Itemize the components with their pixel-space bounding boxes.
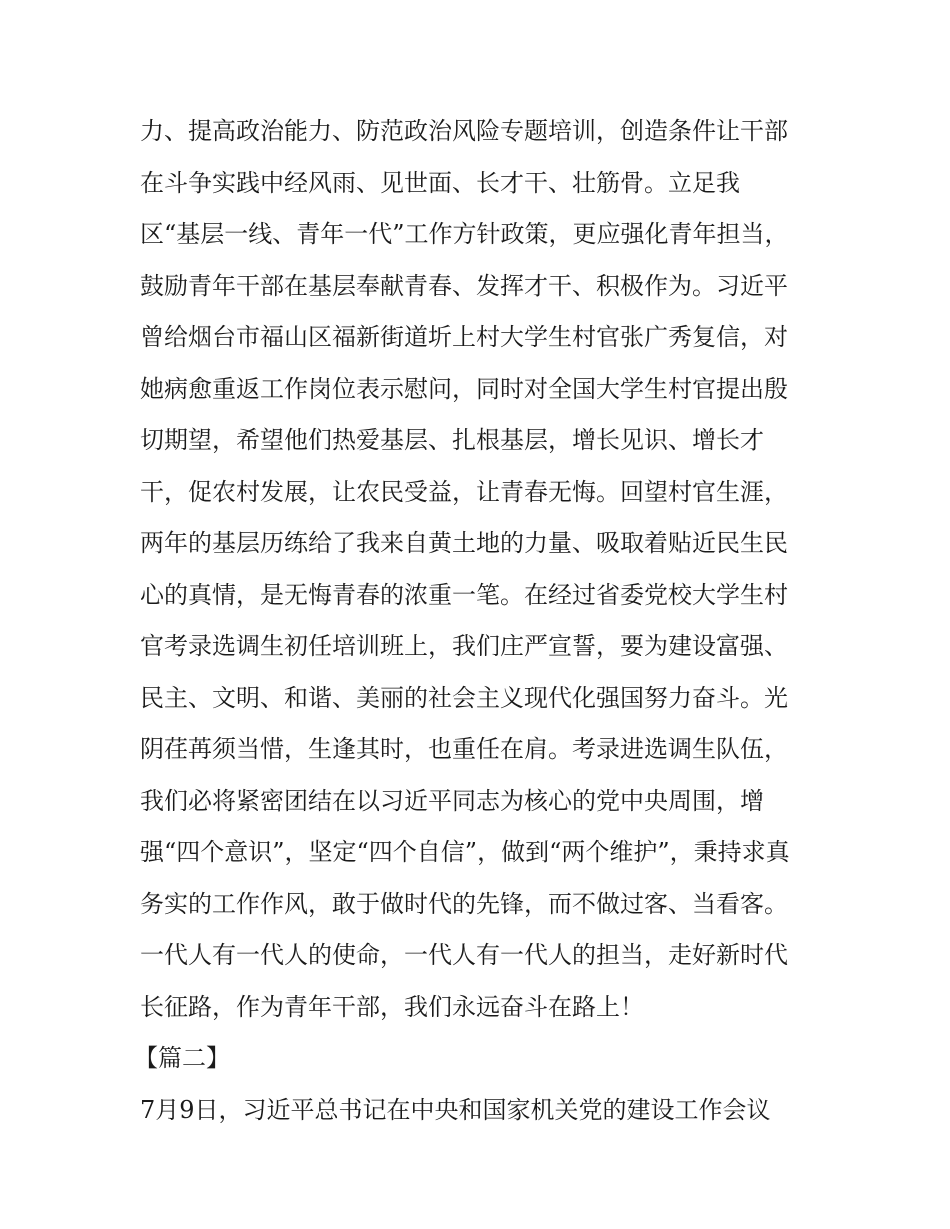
section-heading: 【篇二】 [134, 1044, 230, 1072]
text-line: 她病愈重返工作岗位表示慰问，同时对全国大学生村官提出殷 [140, 374, 788, 403]
body-text [134, 106, 820, 1136]
text-line: 区“基层一线、青年一代”工作方针政策，更应强化青年担当， [140, 220, 789, 248]
text-line: 我们必将紧密团结在以习近平同志为核心的党中央周围，增 [140, 786, 764, 815]
text-line: 在斗争实践中经风雨、见世面、长才干、壮筋骨。立足我 [140, 168, 740, 197]
text-line: 强“四个意识”，坚定“四个自信”，做到“两个维护”，秉持求真 [140, 838, 790, 866]
text-line: 民主、文明、和谐、美丽的社会主义现代化强国努力奋斗。光 [140, 683, 788, 712]
text-line: 一代人有一代人的使命，一代人有一代人的担当，走好新时代 [140, 941, 788, 969]
text-line: 两年的基层历练给了我来自黄土地的力量、吸取着贴近民生民 [140, 529, 788, 557]
text-line: 力、提高政治能力、防范政治风险专题培训，创造条件让干部 [140, 117, 788, 145]
text-line: 长征路，作为青年干部，我们永远奋斗在路上！ [140, 992, 644, 1021]
text-line: 官考录选调生初任培训班上，我们庄严宣誓，要为建设富强、 [140, 632, 788, 660]
text-line: 曾给烟台市福山区福新街道圻上村大学生村官张广秀复信，对 [140, 323, 788, 351]
text-line: 7月9日，习近平总书记在中央和国家机关党的建设工作会议 [140, 1095, 771, 1124]
text-line: 鼓励青年干部在基层奉献青春、发挥才干、积极作为。习近平 [140, 271, 788, 300]
text-line: 干，促农村发展，让农民受益，让青春无悔。回望村官生涯， [140, 477, 788, 506]
text-line: 心的真情，是无悔青春的浓重一笔。在经过省委党校大学生村 [140, 580, 788, 609]
text-line: 阴荏苒须当惜，生逢其时，也重任在肩。考录进选调生队伍， [140, 735, 788, 763]
text-line: 切期望，希望他们热爱基层、扎根基层，增长见识、增长才 [140, 426, 764, 454]
text-line: 务实的工作作风，敢于做时代的先锋，而不做过客、当看客。 [140, 889, 788, 918]
